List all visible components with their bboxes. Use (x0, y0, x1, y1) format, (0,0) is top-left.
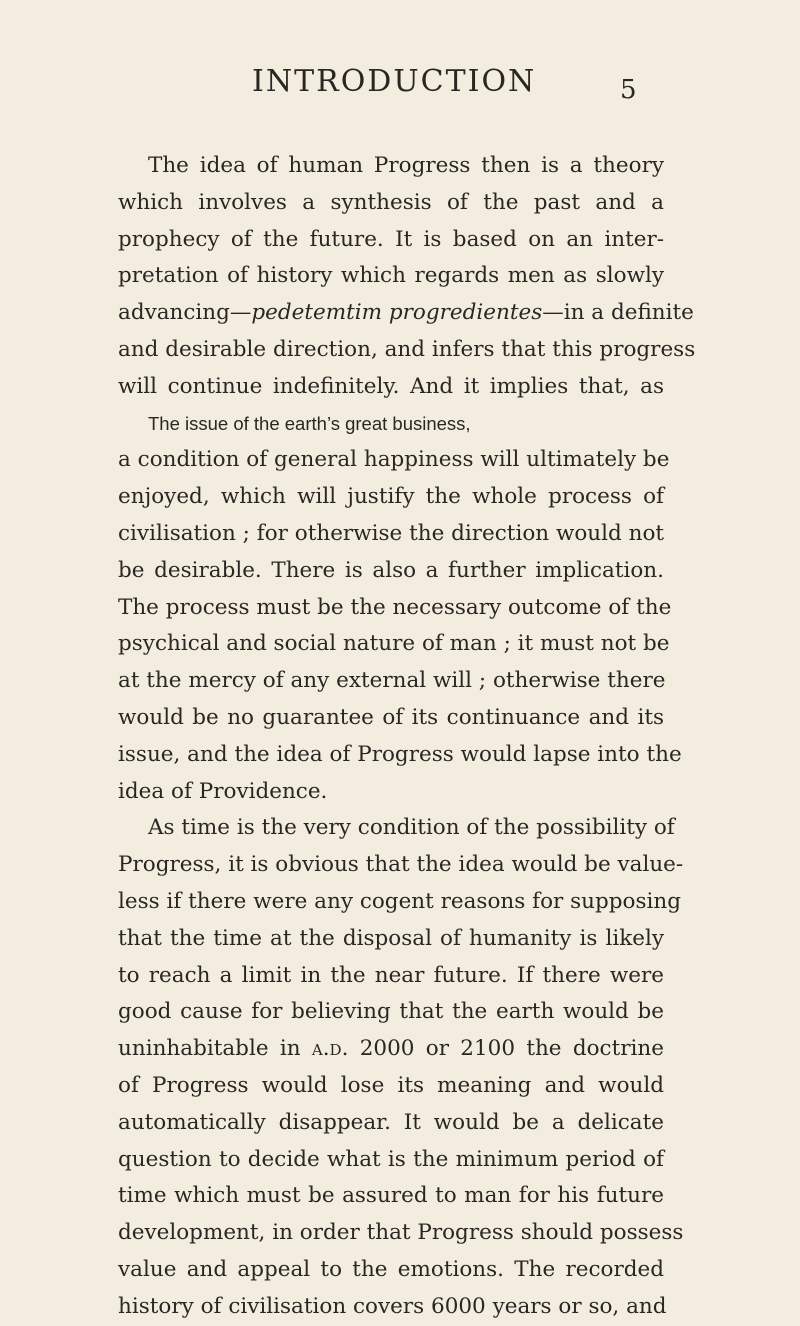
text-line: psychical and social nature of man ; it must not be (118, 631, 670, 657)
text-line-with-latin (118, 295, 694, 332)
text-line: enjoyed, which will justify the whole process of (118, 484, 664, 510)
text-fragment: — (542, 300, 564, 326)
text-fragment: uninhabitable in (118, 1036, 301, 1062)
quotation-line: The issue of the earth’s great business, (148, 412, 471, 434)
text-line: pretation of history which regards men as slowly (118, 263, 664, 289)
text-line: of Progress would lose its meaning and would (118, 1072, 664, 1098)
text-fragment: 2000 or 2100 the doctrine (359, 1036, 664, 1062)
text-line: question to decide what is the minimum period of (118, 1146, 664, 1172)
latin-phrase: pedetemtim progredientes (251, 300, 543, 326)
text-line: prophecy of the future. It is based on an inter- (118, 226, 664, 252)
text-line: time which must be assured to man for his future (118, 1183, 664, 1209)
text-line: good cause for believing that the earth would be (118, 999, 664, 1025)
page-header (0, 62, 800, 112)
text-line: and desirable direction, and infers that this progress (118, 336, 696, 362)
text-line: which involves a synthesis of the past and a (118, 189, 664, 215)
text-line: The process must be the necessary outcome of the (118, 594, 672, 620)
text-line: history of civilisation covers 6000 years or so, and (118, 1293, 667, 1319)
text-line: will continue indefinitely. And it implies that, as (118, 373, 664, 399)
text-line: would be no guarantee of its continuance and its (118, 704, 664, 730)
text-line: that the time at the disposal of humanity is likely (118, 925, 664, 951)
text-line: idea of Providence. (118, 778, 328, 804)
text-line: development, in order that Progress should possess (118, 1220, 684, 1246)
text-line: be desirable. There is also a further implication. (118, 557, 664, 583)
text-line: As time is the very condition of the possibility of (148, 815, 675, 841)
text-line: a condition of general happiness will ultimately be (118, 447, 670, 473)
text-line: less if there were any cogent reasons for supposing (118, 888, 682, 914)
text-line: automatically disappear. It would be a delicate (118, 1109, 664, 1135)
text-fragment: advancing— (118, 300, 252, 326)
text-line: at the mercy of any external will ; otherwise there (118, 668, 666, 694)
body-text (118, 148, 696, 1326)
text-line: Progress, it is obvious that the idea would be value- (118, 852, 684, 878)
era-abbreviation: a.d. (311, 1036, 349, 1062)
running-head: INTRODUCTION (252, 64, 537, 99)
text-line: civilisation ; for otherwise the direction would not (118, 520, 665, 546)
text-line: issue, and the idea of Progress would lapse into the (118, 741, 682, 767)
text-line: value and appeal to the emotions. The recorded (118, 1256, 664, 1282)
page-number: 5 (620, 75, 637, 105)
text-line: The idea of human Progress then is a theory (148, 153, 664, 178)
text-fragment: in a definite (563, 300, 694, 326)
text-line: to reach a limit in the near future. If there were (118, 962, 664, 988)
text-line-with-date (118, 1031, 664, 1068)
